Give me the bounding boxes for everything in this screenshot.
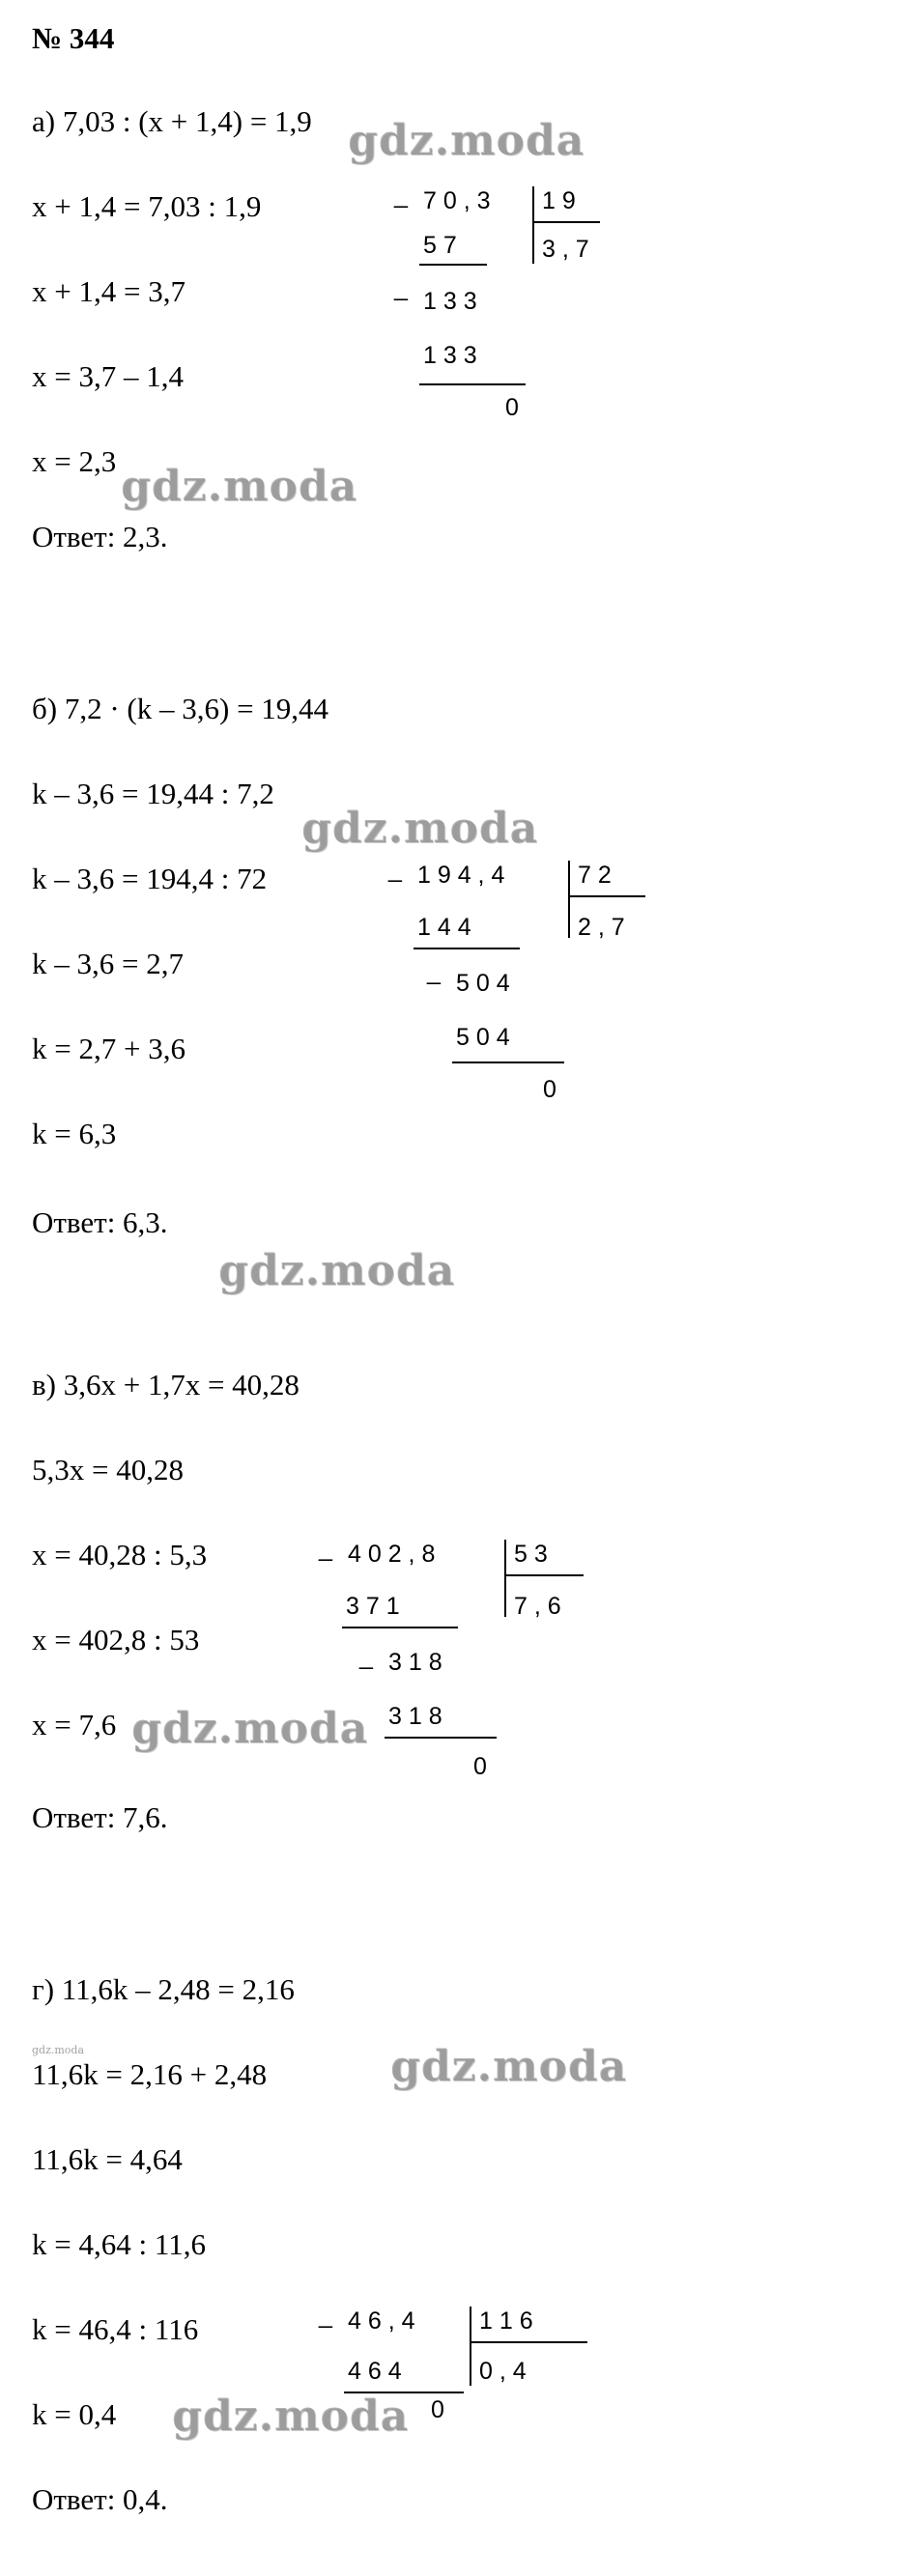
- remainder: 0: [473, 1753, 487, 1780]
- step-1-line: [342, 1627, 458, 1628]
- step-2: 1 3 3: [423, 288, 477, 315]
- division-bar: [568, 861, 570, 938]
- division-bar: [532, 186, 534, 264]
- part-b-line-2: k – 3,6 = 19,44 : 7,2: [32, 777, 274, 810]
- watermark-small: gdz.moda: [32, 2044, 85, 2056]
- part-b-line-6: k = 6,3: [32, 1117, 117, 1150]
- step-1: 5 7: [423, 232, 457, 259]
- part-d-answer: Ответ: 0,4.: [32, 2482, 168, 2516]
- step-1: 3 7 1: [346, 1593, 400, 1620]
- divisor: 1 1 6: [479, 2307, 533, 2335]
- part-a-line-3: x + 1,4 = 3,7: [32, 274, 185, 308]
- divisor-underline: [504, 1574, 584, 1576]
- part-d-line-4: k = 4,64 : 11,6: [32, 2227, 206, 2261]
- step-3: 5 0 4: [456, 1024, 510, 1051]
- part-c-answer: Ответ: 7,6.: [32, 1800, 168, 1834]
- part-a-answer: Ответ: 2,3.: [32, 520, 168, 553]
- task-number: № 344: [32, 21, 115, 55]
- minus-sign: _: [359, 1643, 373, 1670]
- watermark-logo: gdz.moda: [218, 1246, 456, 1295]
- minus-sign: _: [319, 2302, 332, 2329]
- part-b-line-1: б) 7,2 · (k – 3,6) = 19,44: [32, 692, 329, 725]
- watermark-logo: gdz.moda: [390, 2042, 628, 2091]
- minus-sign: _: [394, 182, 408, 209]
- divisor: 5 3: [514, 1541, 548, 1568]
- watermark-logo: gdz.moda: [121, 462, 358, 511]
- minus-sign: _: [394, 274, 408, 301]
- watermark-logo: gdz.moda: [301, 804, 539, 853]
- quotient: 3 , 7: [542, 236, 589, 263]
- step-3-line: [452, 1062, 564, 1063]
- dividend: 7 0 , 3: [423, 187, 491, 214]
- quotient: 2 , 7: [578, 914, 625, 941]
- dividend: 1 9 4 , 4: [417, 862, 505, 889]
- remainder: 0: [505, 394, 519, 421]
- part-d-line-6: k = 0,4: [32, 2397, 117, 2431]
- part-d-line-3: 11,6k = 4,64: [32, 2142, 183, 2176]
- step-1: 4 6 4: [348, 2358, 402, 2385]
- watermark-logo: gdz.moda: [172, 2392, 410, 2441]
- step-2: 3 1 8: [388, 1649, 442, 1676]
- divisor: 1 9: [542, 187, 576, 214]
- part-c-line-5: x = 7,6: [32, 1708, 117, 1741]
- quotient: 7 , 6: [514, 1593, 561, 1620]
- divisor-underline: [470, 2341, 587, 2343]
- step-1: 1 4 4: [417, 914, 471, 941]
- part-d-line-2: 11,6k = 2,16 + 2,48: [32, 2057, 268, 2091]
- part-b-line-3: k – 3,6 = 194,4 : 72: [32, 862, 268, 895]
- watermark-logo: gdz.moda: [131, 1704, 369, 1753]
- step-3-line: [385, 1737, 497, 1739]
- step-2: 5 0 4: [456, 970, 510, 997]
- part-a-line-1: а) 7,03 : (x + 1,4) = 1,9: [32, 104, 312, 138]
- watermark-logo: gdz.moda: [348, 116, 585, 165]
- step-1-line: [414, 948, 520, 949]
- remainder: 0: [543, 1076, 556, 1103]
- part-d-line-1: г) 11,6k – 2,48 = 2,16: [32, 1972, 295, 2006]
- quotient: 0 , 4: [479, 2358, 527, 2385]
- dividend: 4 0 2 , 8: [348, 1541, 436, 1568]
- part-d-line-5: k = 46,4 : 116: [32, 2312, 199, 2346]
- minus-sign: _: [319, 1535, 332, 1562]
- divisor-underline: [568, 895, 645, 897]
- remainder: 0: [431, 2396, 444, 2423]
- minus-sign: _: [427, 958, 441, 985]
- division-bar: [470, 2307, 471, 2386]
- part-b-line-5: k = 2,7 + 3,6: [32, 1032, 185, 1065]
- step-3-line: [419, 383, 526, 385]
- step-3: 3 1 8: [388, 1703, 442, 1730]
- part-c-line-3: x = 40,28 : 5,3: [32, 1538, 208, 1571]
- step-3: 1 3 3: [423, 342, 477, 369]
- part-c-line-2: 5,3x = 40,28: [32, 1453, 184, 1486]
- minus-sign: _: [388, 856, 402, 883]
- dividend: 4 6 , 4: [348, 2307, 415, 2335]
- part-a-line-5: x = 2,3: [32, 444, 117, 478]
- division-bar: [504, 1540, 506, 1617]
- divisor: 7 2: [578, 862, 612, 889]
- part-c-line-4: x = 402,8 : 53: [32, 1623, 200, 1656]
- part-b-line-4: k – 3,6 = 2,7: [32, 947, 184, 980]
- part-a-line-4: x = 3,7 – 1,4: [32, 359, 184, 393]
- part-a-line-2: x + 1,4 = 7,03 : 1,9: [32, 189, 262, 223]
- part-c-line-1: в) 3,6x + 1,7x = 40,28: [32, 1368, 300, 1401]
- step-1-line: [419, 264, 487, 266]
- part-b-answer: Ответ: 6,3.: [32, 1205, 168, 1239]
- divisor-underline: [532, 221, 600, 223]
